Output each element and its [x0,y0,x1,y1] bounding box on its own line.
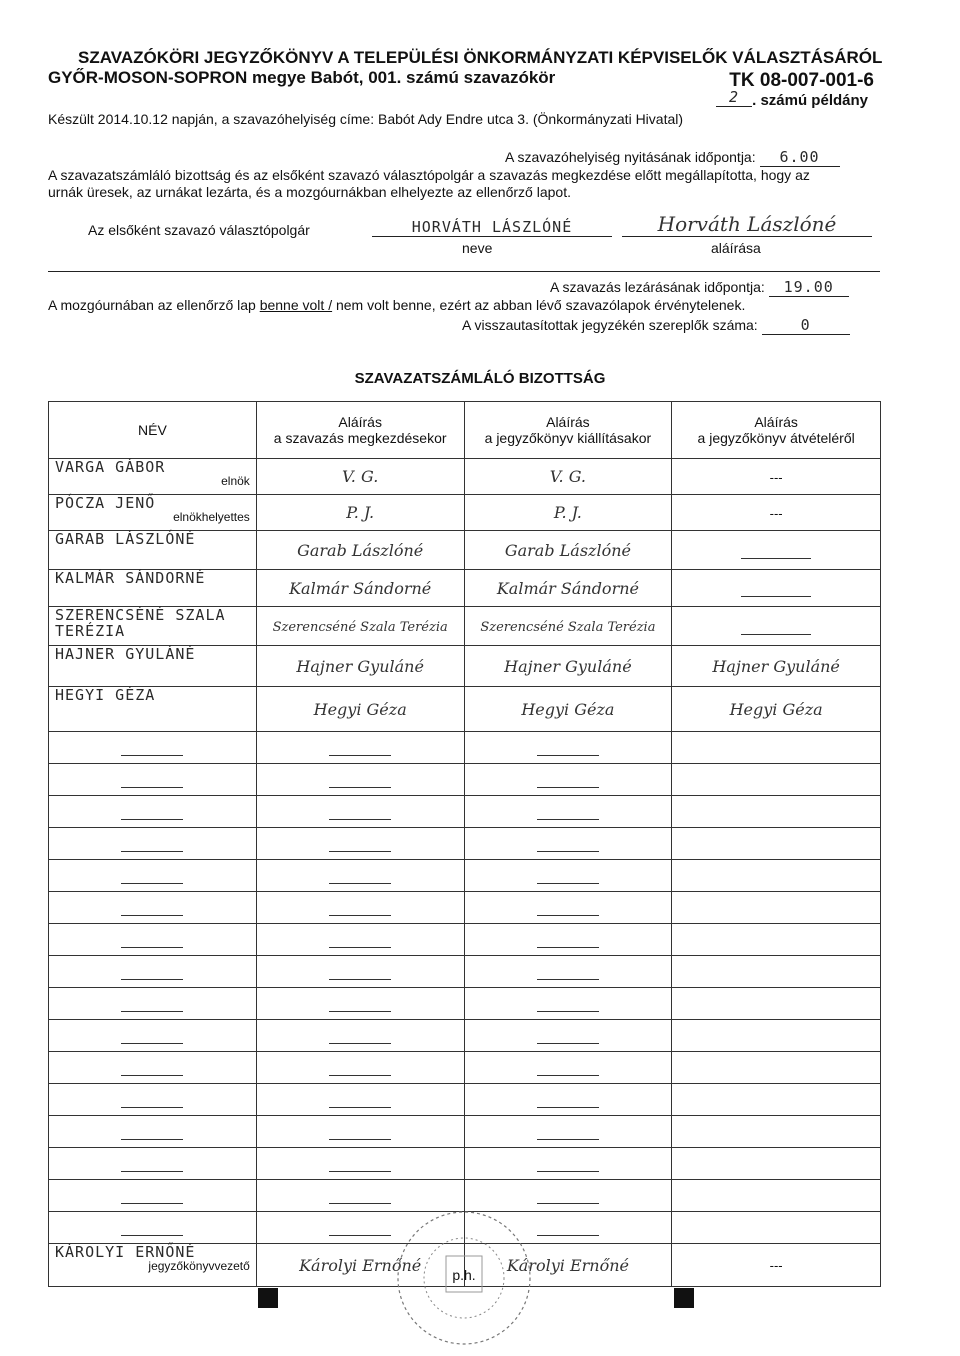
table-row-empty [49,796,881,828]
empty-cell [256,1148,464,1180]
table-row [49,570,881,607]
opening-row [505,148,840,167]
empty-cell [672,892,881,924]
blank-line [329,803,391,820]
signature-cell [256,687,464,732]
member-name-cell [49,531,257,570]
handwritten-signature: Hajner Gyuláné [296,656,424,676]
member-role: jegyzőkönyvvezető [148,1259,250,1273]
empty-cell [464,988,672,1020]
member-name-cell [49,495,257,531]
signature-cell [672,687,881,732]
signature-cell [464,607,672,646]
signature-cell [672,1244,881,1287]
blank-line [537,1059,599,1076]
empty-cell [49,956,257,988]
blank-line [329,1187,391,1204]
member-name-cell [49,459,257,495]
blank-line [537,899,599,916]
registration-mark-right [674,1288,694,1308]
table-row [49,607,881,646]
signature-cell [256,495,464,531]
signature-cell [672,607,881,646]
blank-line [537,867,599,884]
empty-cell [49,1052,257,1084]
member-name: PÓCZA JENŐ [55,494,156,512]
empty-cell [256,828,464,860]
returned-row [462,316,850,335]
blank-line [121,899,183,916]
blank-line [537,739,599,756]
empty-cell [672,1052,881,1084]
blank-line [329,1091,391,1108]
empty-cell [672,764,881,796]
document-subtitle: GYŐR-MOSON-SOPRON megye Babót, 001. számú szavazókör [48,68,556,87]
official-stamp [384,1208,544,1348]
mobile-urn-choice: benne volt / [259,297,333,313]
table-row-empty [49,860,881,892]
blank-line [329,963,391,980]
empty-cell [256,1116,464,1148]
blank-line [537,1027,599,1044]
signature-cell [672,646,881,687]
opening-time: 6.00 [760,148,840,167]
blank-line [329,1219,391,1236]
handwritten-signature: Hajner Gyuláné [504,656,632,676]
handwritten-signature: Szerencséné Szala Terézia [480,619,656,635]
blank-line [329,1155,391,1172]
empty-cell [49,988,257,1020]
member-name-cell [49,1244,257,1287]
column-header-sig-receipt: Aláírás a jegyzőkönyv átvételéről [672,402,881,459]
empty-cell [49,1180,257,1212]
empty-cell [672,988,881,1020]
empty-cell [464,1148,672,1180]
blank-line [329,1059,391,1076]
empty-cell [49,1084,257,1116]
member-name: VARGA GÁBOR [55,458,166,476]
mobile-urn-pre: A mozgóurnában az ellenőrző lap [48,297,260,313]
empty-cell [49,764,257,796]
closing-label: A szavazás lezárásának időpontja: [550,279,765,295]
member-name: KÁROLYI ERNŐNÉ [55,1243,196,1261]
handwritten-signature: P. J. [346,503,375,522]
returned-count: 0 [762,316,850,335]
tk-code: TK 08-007-001-6 [729,70,874,91]
blank-line [121,1027,183,1044]
member-name-cell [49,570,257,607]
committee-title: SZAVAZATSZÁMLÁLÓ BIZOTTSÁG [354,370,606,387]
handwritten-signature: V. G. [342,467,379,486]
empty-cell [464,1116,672,1148]
empty-cell [672,1148,881,1180]
empty-cell [464,1180,672,1212]
copy-label: . számú példány [752,92,868,109]
empty-cell [464,892,672,924]
first-voter-name: HORVÁTH LÁSZLÓNÉ [372,218,612,237]
member-name: SZERENCSÉNÉ SZALA TERÉZIA [55,606,226,640]
empty-cell [464,796,672,828]
member-name: HEGYI GÉZA [55,686,156,704]
blank-line [121,1187,183,1204]
empty-cell [49,828,257,860]
empty-cell [49,1116,257,1148]
blank-line [537,771,599,788]
table-row [49,459,881,495]
signature-cell [464,531,672,570]
empty-cell [256,1020,464,1052]
blank-line [329,1123,391,1140]
empty-cell [49,796,257,828]
blank-line [121,803,183,820]
handwritten-signature: Hegyi Géza [313,699,407,719]
blank-line [537,1219,599,1236]
table-row-empty [49,828,881,860]
empty-cell [464,764,672,796]
committee-table [48,401,881,1287]
empty-cell [256,764,464,796]
signature-cell [464,646,672,687]
table-row-empty [49,1052,881,1084]
blank-line [537,835,599,852]
empty-cell [672,956,881,988]
empty-cell [49,1020,257,1052]
empty-cell [256,892,464,924]
blank-line [121,963,183,980]
blank-line [121,867,183,884]
column-header-sig-issue: Aláírás a jegyzőkönyv kiállításakor [464,402,672,459]
table-row-empty [49,1084,881,1116]
empty-cell [672,1116,881,1148]
table-row [49,646,881,687]
empty-cell [256,732,464,764]
table-row [49,531,881,570]
handwritten-signature: Garab Lászlóné [504,540,631,560]
empty-cell [672,860,881,892]
table-row-empty [49,988,881,1020]
signature-cell [672,570,881,607]
blank-line [329,1027,391,1044]
table-row-empty [49,892,881,924]
signature-cell [256,459,464,495]
empty-cell [49,1212,257,1244]
empty-cell [49,892,257,924]
empty-cell [464,860,672,892]
returned-label: A visszautasítottak jegyzékén szereplők száma: [462,317,758,333]
table-row [49,495,881,531]
empty-cell [464,1084,672,1116]
empty-cell [49,1148,257,1180]
no-signature-mark: --- [769,505,783,521]
table-row-empty [49,764,881,796]
mobile-urn-post: nem volt benne, ezért az abban lévő szavazólapok érvénytelenek. [332,297,746,313]
signature-cell [672,459,881,495]
table-row-empty [49,924,881,956]
member-name: HAJNER GYULÁNÉ [55,645,196,663]
empty-cell [256,1180,464,1212]
blank-line [537,1091,599,1108]
blank-line [537,931,599,948]
member-role: elnök [221,474,250,488]
empty-cell [256,924,464,956]
blank-line [537,1123,599,1140]
signature-cell [256,531,464,570]
copy-number-handwritten: 2 [716,88,752,107]
blank-line [741,618,811,635]
empty-cell [49,924,257,956]
blank-line [329,899,391,916]
blank-line [121,995,183,1012]
empty-cell [256,956,464,988]
handwritten-signature: Károlyi Ernőné [299,1255,422,1275]
blank-line [329,867,391,884]
table-row-empty [49,1148,881,1180]
empty-cell [256,796,464,828]
blank-line [121,1091,183,1108]
member-name: KALMÁR SÁNDORNÉ [55,569,206,587]
opening-label: A szavazóhelyiség nyitásának időpontja: [505,149,756,165]
blank-line [329,995,391,1012]
registration-mark-left [258,1288,278,1308]
empty-cell [672,1180,881,1212]
column-header-name: NÉV [49,402,257,459]
empty-cell [672,796,881,828]
empty-cell [464,1052,672,1084]
table-row-empty [49,1116,881,1148]
empty-cell [256,860,464,892]
empty-cell [672,1084,881,1116]
no-signature-mark: --- [769,1258,783,1273]
empty-cell [49,860,257,892]
signature-cell [464,495,672,531]
handwritten-signature: Hegyi Géza [521,699,615,719]
signature-cell [464,570,672,607]
blank-line [121,1219,183,1236]
blank-line [329,739,391,756]
first-voter-label: Az elsőként szavazó választópolgár [88,222,310,238]
table-header-row [49,402,881,459]
blank-line [741,542,811,559]
empty-cell [464,924,672,956]
empty-cell [464,956,672,988]
empty-cell [256,1052,464,1084]
empty-cell [672,1020,881,1052]
stamp-center-text: p.h. [452,1267,476,1283]
table-row [49,687,881,732]
empty-cell [464,1020,672,1052]
blank-line [329,931,391,948]
closing-row [550,278,849,297]
empty-cell [672,732,881,764]
table-row-empty [49,956,881,988]
signature-cell [464,687,672,732]
handwritten-signature: P. J. [553,503,582,522]
no-signature-mark: --- [769,469,783,485]
blank-line [121,1123,183,1140]
blank-line [121,1059,183,1076]
signature-cell [256,570,464,607]
member-role: elnökhelyettes [173,510,250,524]
first-voter-signature-caption: aláírása [711,240,761,256]
table-row-empty [49,1020,881,1052]
member-name-cell [49,646,257,687]
empty-cell [464,828,672,860]
empty-cell [256,1084,464,1116]
blank-line [537,1187,599,1204]
handwritten-signature: V. G. [549,467,587,486]
first-voter-signature: Horváth Lászlóné [622,212,872,237]
empty-cell [256,988,464,1020]
member-name-cell [49,687,257,732]
first-voter-name-caption: neve [462,240,493,256]
signature-cell [672,495,881,531]
empty-cell [464,732,672,764]
blank-line [121,835,183,852]
blank-line [537,963,599,980]
document-title: SZAVAZÓKÖRI JEGYZŐKÖNYV A TELEPÜLÉSI ÖNKORMÁNYZATI KÉPVISELŐK VÁLASZTÁSÁRÓL [78,48,883,67]
handwritten-signature: Hajner Gyuláné [712,656,840,676]
signature-cell [256,607,464,646]
opening-text-1: A szavazatszámláló bizottság és az elsőként szavazó választópolgár a szavazás megkezdése előtt megállapította, hogy az [48,167,810,183]
empty-cell [672,828,881,860]
empty-cell [672,924,881,956]
member-name: GARAB LÁSZLÓNÉ [55,530,196,548]
closing-time: 19.00 [769,278,849,297]
table-row-empty [49,1180,881,1212]
member-name-cell [49,607,257,646]
handwritten-signature: Kalmár Sándorné [289,578,432,598]
handwritten-signature: Kalmár Sándorné [496,578,639,598]
handwritten-signature: Szerencséné Szala Terézia [272,619,448,635]
blank-line [537,1155,599,1172]
handwritten-signature: Garab Lászlóné [297,540,424,560]
blank-line [121,771,183,788]
blank-line [741,580,811,597]
blank-line [121,1155,183,1172]
blank-line [121,739,183,756]
blank-line [537,803,599,820]
handwritten-signature: Károlyi Ernőné [506,1255,629,1275]
blank-line [537,995,599,1012]
signature-cell [464,459,672,495]
mobile-urn-line [48,297,745,313]
blank-line [121,931,183,948]
blank-line [329,771,391,788]
signature-cell [256,646,464,687]
empty-cell [49,732,257,764]
blank-line [329,835,391,852]
opening-text-2: urnák üresek, az urnákat lezárta, és a mozgóurnákban elhelyezte az ellenőrző lapot. [48,184,571,200]
table-row-empty [49,732,881,764]
handwritten-signature: Hegyi Géza [729,699,823,719]
divider [48,271,880,272]
made-line: Készült 2014.10.12 napján, a szavazóhelyiség címe: Babót Ady Endre utca 3. (Önkormányzati Hivatal) [48,111,684,127]
column-header-sig-start: Aláírás a szavazás megkezdésekor [256,402,464,459]
empty-cell [672,1212,881,1244]
signature-cell [672,531,881,570]
